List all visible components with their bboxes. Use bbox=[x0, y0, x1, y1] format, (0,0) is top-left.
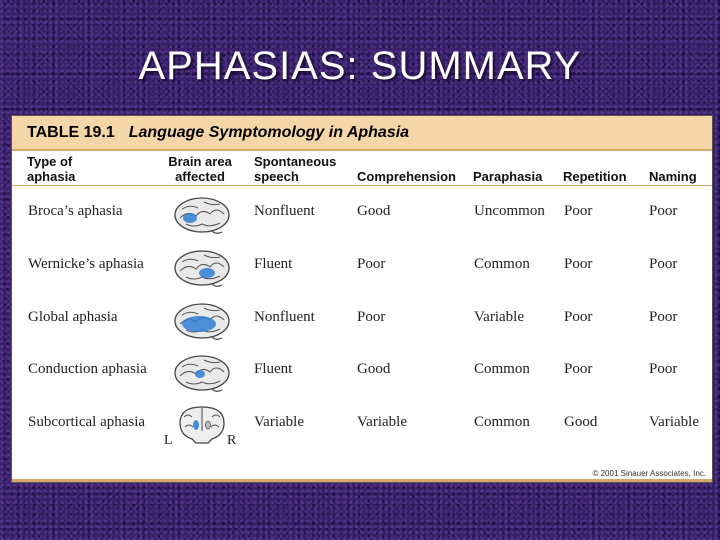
cell-comprehension: Poor bbox=[357, 309, 386, 325]
cell-naming: Poor bbox=[649, 361, 678, 377]
cell-naming: Poor bbox=[649, 203, 678, 219]
cell-paraphasia: Variable bbox=[474, 309, 524, 325]
table-row bbox=[12, 294, 712, 346]
cell-repetition: Poor bbox=[564, 309, 593, 325]
cell-paraphasia: Uncommon bbox=[474, 203, 545, 219]
cell-speech: Nonfluent bbox=[254, 309, 315, 325]
cell-type: Conduction aphasia bbox=[28, 361, 147, 377]
coronal-left-label: L bbox=[164, 433, 173, 448]
cell-naming: Poor bbox=[649, 309, 678, 325]
cell-repetition: Poor bbox=[564, 203, 593, 219]
cell-type: Wernicke’s aphasia bbox=[28, 256, 144, 272]
aphasia-table bbox=[11, 115, 713, 483]
cell-comprehension: Good bbox=[357, 361, 391, 377]
cell-type: Subcortical aphasia bbox=[28, 414, 146, 430]
header-type-line2: aphasia bbox=[27, 169, 76, 184]
copyright-notice: © 2001 Sinauer Associates, Inc. bbox=[592, 469, 706, 478]
header-comprehension: Comprehension bbox=[357, 169, 456, 184]
table-header-row bbox=[12, 151, 712, 186]
brain-lateral-frontal-icon bbox=[172, 194, 232, 236]
cell-speech: Variable bbox=[254, 414, 304, 430]
header-type-line1: Type of bbox=[27, 154, 73, 169]
header-paraphasia: Paraphasia bbox=[473, 169, 543, 184]
cell-speech: Nonfluent bbox=[254, 203, 315, 219]
header-speech-line1: Spontaneous bbox=[254, 154, 337, 169]
header-brain-line1: Brain area bbox=[168, 154, 232, 169]
table-row bbox=[12, 188, 712, 240]
cell-comprehension: Variable bbox=[357, 414, 407, 430]
cell-type: Broca’s aphasia bbox=[28, 203, 123, 219]
header-speech-line2: speech bbox=[254, 169, 299, 184]
header-brain-line2: affected bbox=[175, 169, 225, 184]
brain-lateral-parietal-icon bbox=[172, 352, 232, 394]
cell-repetition: Good bbox=[564, 414, 598, 430]
cell-paraphasia: Common bbox=[474, 256, 530, 272]
brain-lateral-temporal-icon bbox=[172, 247, 232, 289]
table-row bbox=[12, 399, 712, 451]
header-repetition: Repetition bbox=[563, 169, 627, 184]
slide-title: APHASIAS: SUMMARY bbox=[138, 44, 582, 88]
cell-type: Global aphasia bbox=[28, 309, 118, 325]
cell-naming: Poor bbox=[649, 256, 678, 272]
cell-naming: Variable bbox=[649, 414, 699, 430]
cell-paraphasia: Common bbox=[474, 361, 530, 377]
header-speech bbox=[254, 154, 336, 184]
cell-repetition: Poor bbox=[564, 256, 593, 272]
header-type bbox=[27, 154, 75, 184]
cell-comprehension: Good bbox=[357, 203, 391, 219]
table-footer-rule bbox=[12, 479, 712, 482]
header-naming: Naming bbox=[649, 169, 697, 184]
table-row bbox=[12, 346, 712, 398]
table-number: TABLE 19.1 bbox=[27, 123, 115, 141]
cell-repetition: Poor bbox=[564, 361, 593, 377]
brain-coronal-section-icon bbox=[172, 403, 232, 445]
table-row bbox=[12, 241, 712, 293]
header-brain-area bbox=[160, 154, 240, 184]
coronal-right-label: R bbox=[227, 433, 237, 448]
table-title: Language Symptomology in Aphasia bbox=[128, 123, 410, 141]
cell-speech: Fluent bbox=[254, 256, 293, 272]
brain-lateral-widespread-icon bbox=[172, 300, 232, 342]
cell-comprehension: Poor bbox=[357, 256, 386, 272]
cell-speech: Fluent bbox=[254, 361, 293, 377]
cell-paraphasia: Common bbox=[474, 414, 530, 430]
table-caption bbox=[12, 116, 712, 151]
